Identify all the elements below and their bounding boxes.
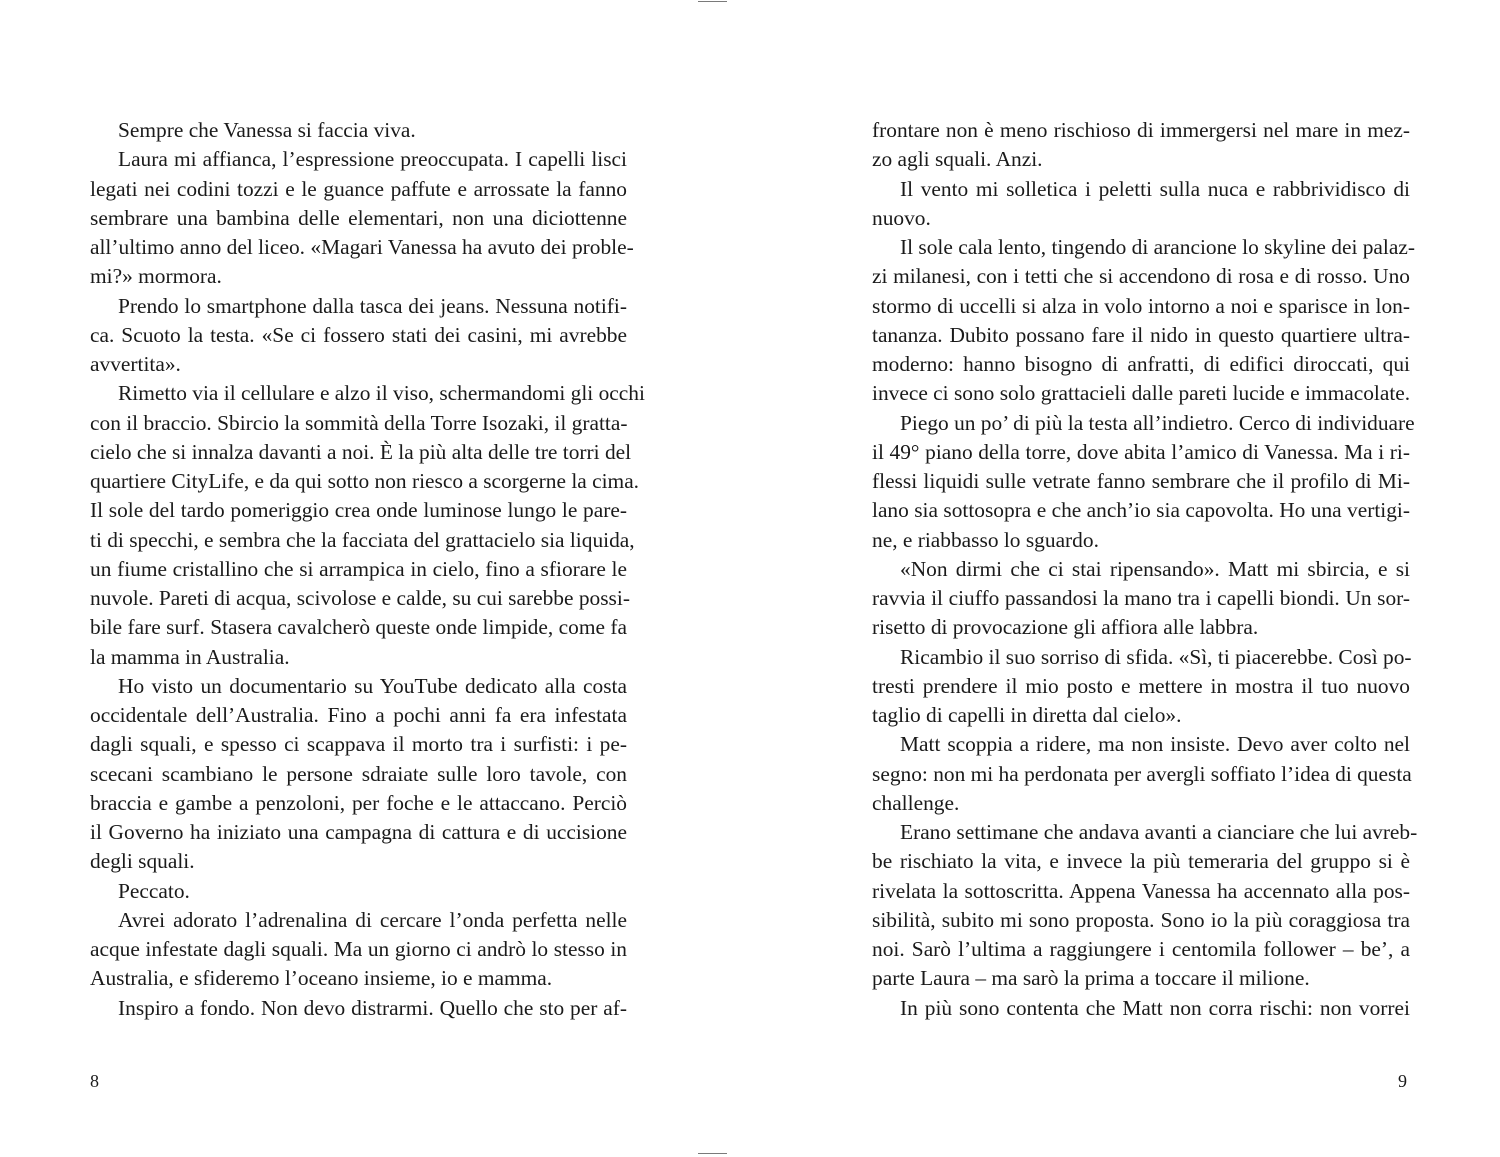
text-line: zi milanesi, con i tetti che si accendono di rosa e di rosso. Uno [872, 264, 1410, 289]
text-line: il Governo ha iniziato una campagna di cattura e di uccisione [90, 820, 627, 844]
crop-mark-bottom [698, 1153, 727, 1154]
text-line: nuvole. Pareti di acqua, scivolose e calde, su cui sarebbe possi- [90, 586, 630, 610]
text-line: ravvia il ciuffo passandosi la mano tra i capelli biondi. Un sor- [872, 586, 1410, 610]
text-line: Laura mi affianca, l’espressione preoccupata. I capelli lisci [118, 147, 627, 172]
text-line: lano sia sottosopra e che anch’io sia capovolta. Ho una vertigi- [872, 498, 1410, 523]
text-line: tananza. Dubito possano fare il nido in questo quartiere ultra- [872, 322, 1410, 347]
text-line: frontare non è meno rischioso di immergersi nel mare in mez- [872, 118, 1410, 142]
text-line: Australia, e sfideremo l’oceano insieme, io e mamma. [90, 966, 553, 991]
text-line: sembrare una bambina delle elementari, non una diciottenne [90, 205, 627, 230]
text-line: all’ultimo anno del liceo. «Magari Vanessa ha avuto dei proble- [90, 235, 634, 259]
text-line: quartiere CityLife, e da qui sotto non riesco a scorgerne la cima. [90, 469, 640, 493]
crop-mark-top [698, 1, 727, 2]
text-line: noi. Sarò l’ultima a raggiungere i centomila follower – be’, a [872, 937, 1410, 961]
text-line: «Non dirmi che ci stai ripensando». Matt mi sbircia, e si [900, 556, 1410, 581]
text-line: acque infestate dagli squali. Ma un giorno ci andrò lo stesso in [90, 937, 627, 961]
text-line: avvertita». [90, 352, 181, 376]
text-line: Prendo lo smartphone dalla tasca dei jeans. Nessuna notifi- [118, 293, 627, 318]
text-line: ti di specchi, e sembra che la facciata del grattacielo sia liquida, [90, 527, 635, 552]
left-page-text [90, 116, 645, 1023]
text-line: Peccato. [118, 878, 190, 903]
text-line: tresti prendere il mio posto e mettere in mostra il tuo nuovo [872, 673, 1410, 698]
text-line: con il braccio. Sbircio la sommità della Torre Isozaki, il gratta- [90, 410, 628, 435]
text-line: mi?» mormora. [90, 264, 222, 289]
right-page-text [872, 116, 1418, 1023]
text-line: Rimetto via il cellulare e alzo il viso, schermandomi gli occhi [118, 381, 645, 406]
text-line: Ricambio il suo sorriso di sfida. «Sì, ti piacerebbe. Così po- [900, 644, 1412, 669]
text-line: challenge. [872, 790, 960, 815]
text-line: In più sono contenta che Matt non corra rischi: non vorrei [900, 995, 1410, 1020]
text-line: dagli squali, e spesso ci scappava il morto tra i surfisti: i pe- [90, 732, 627, 757]
text-line: ne, e riabbasso lo sguardo. [872, 527, 1099, 552]
text-line: la mamma in Australia. [90, 644, 290, 669]
text-line: nuovo. [872, 205, 931, 230]
text-line: un fiume cristallino che si arrampica in cielo, fino a sfiorare le [90, 556, 627, 581]
text-line: bile fare surf. Stasera cavalcherò queste onde limpide, come fa [90, 615, 627, 640]
text-line: invece ci sono solo grattacieli dalle pareti lucide e immacolate. [872, 381, 1411, 406]
text-line: scecani scambiano le persone sdraiate sulle loro tavole, con [90, 761, 627, 786]
text-line: stormo di uccelli si alza in volo intorno a noi e sparisce in lon- [872, 293, 1410, 318]
text-line: Il sole cala lento, tingendo di arancione lo skyline dei palaz- [900, 235, 1415, 259]
page-number-left: 8 [90, 1071, 99, 1091]
text-line: zo agli squali. Anzi. [872, 147, 1043, 172]
text-line: Il sole del tardo pomeriggio crea onde luminose lungo le pare- [90, 498, 627, 523]
text-line: moderno: hanno bisogno di anfratti, di edifici diroccati, qui [872, 352, 1410, 376]
text-line: Inspiro a fondo. Non devo distrarmi. Quello che sto per af- [118, 995, 627, 1020]
text-line: segno: non mi ha perdonata per avergli soffiato l’idea di questa [872, 761, 1412, 786]
text-line: Erano settimane che andava avanti a cianciare che lui avreb- [900, 820, 1418, 844]
text-line: ca. Scuoto la testa. «Se ci fossero stati dei casini, mi avrebbe [90, 322, 627, 347]
text-line: risetto di provocazione gli affiora alle labbra. [872, 615, 1259, 640]
text-line: Sempre che Vanessa si faccia viva. [118, 118, 416, 142]
text-line: Avrei adorato l’adrenalina di cercare l’onda perfetta nelle [118, 907, 627, 932]
text-line: Matt scoppia a ridere, ma non insiste. Devo aver colto nel [900, 732, 1410, 757]
text-line: sibilità, subito mi sono proposta. Sono io la più coraggiosa tra [872, 907, 1410, 932]
text-line: Piego un po’ di più la testa all’indietro. Cerco di individuare [900, 410, 1415, 435]
text-line: legati nei codini tozzi e le guance paffute e arrossate la fanno [90, 176, 627, 201]
text-line: cielo che si innalza davanti a noi. È la più alta delle tre torri del [90, 439, 632, 464]
text-line: occidentale dell’Australia. Fino a pochi anni fa era infestata [90, 703, 627, 727]
text-line: parte Laura – ma sarò la prima a toccare il milione. [872, 966, 1310, 991]
text-line: degli squali. [90, 849, 195, 874]
text-line: be rischiato la vita, e invece la più temeraria del gruppo si è [872, 849, 1410, 874]
text-line: il 49° piano della torre, dove abita l’amico di Vanessa. Ma i ri- [872, 439, 1410, 464]
text-line: braccia e gambe a penzoloni, per foche e le attaccano. Perciò [90, 790, 627, 815]
text-line: rivelata la sottoscritta. Appena Vanessa ha accennato alla pos- [872, 878, 1410, 903]
text-line: flessi liquidi sulle vetrate fanno sembrare che il profilo di Mi- [872, 469, 1410, 493]
page-number-right: 9 [1398, 1071, 1407, 1091]
text-line: Il vento mi solletica i peletti sulla nuca e rabbrividisco di [900, 176, 1410, 201]
text-line: taglio di capelli in diretta dal cielo». [872, 703, 1182, 727]
text-line: Ho visto un documentario su YouTube dedicato alla costa [118, 673, 627, 698]
